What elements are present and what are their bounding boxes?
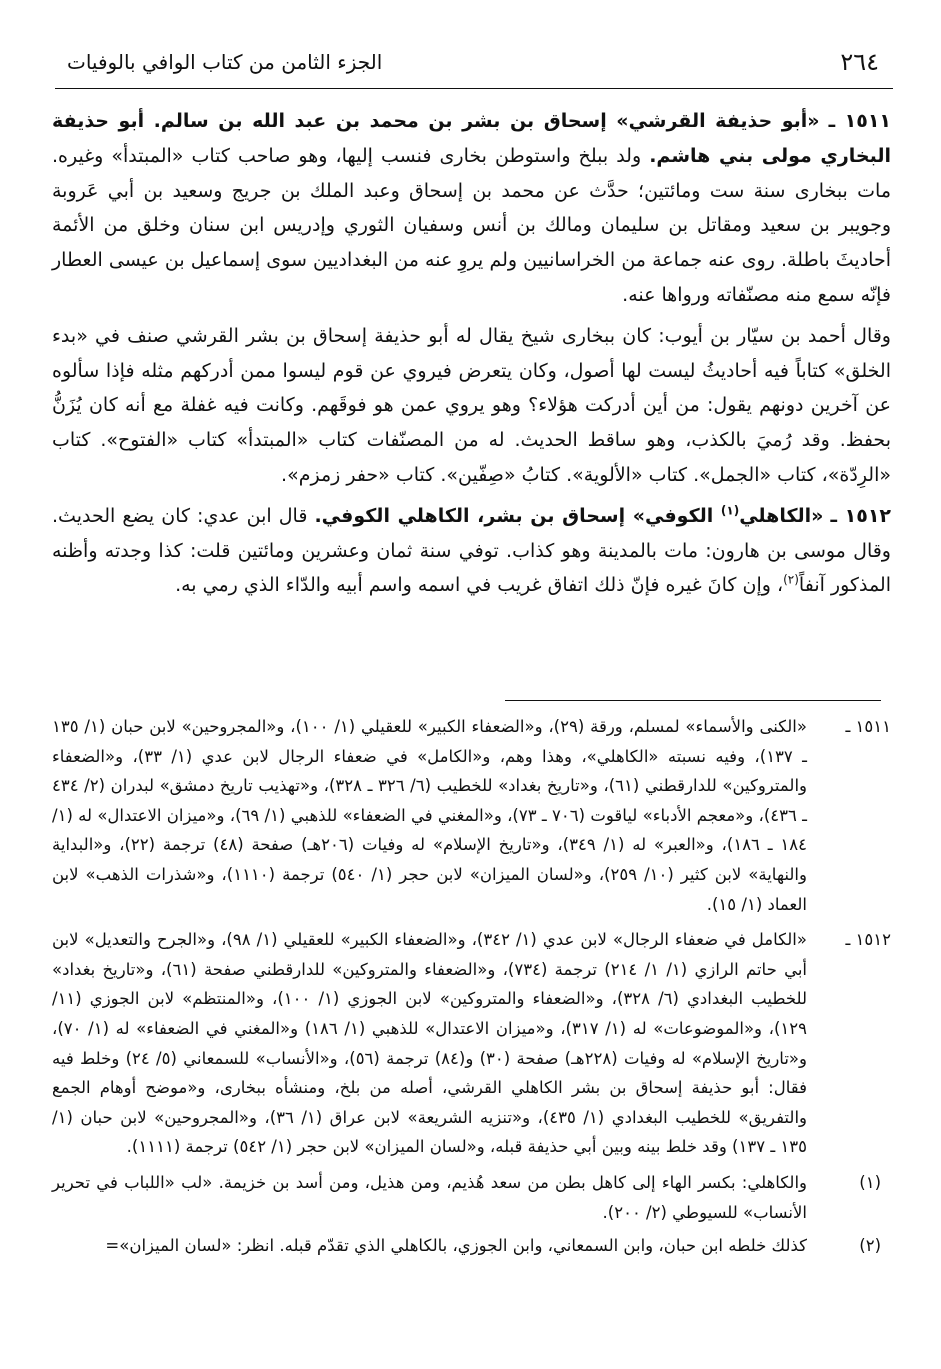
references-section (52, 712, 891, 1265)
entry-heading-cont: الكوفي» إسحاق بن بشر، الكاهلي الكوفي. (314, 504, 721, 527)
entry-body-cont: ، وإن كانَ غيره فإنّ ذلك اتفاق غريب في اسمه واسم أبيه والدّاء الذي رمي به. (175, 574, 784, 597)
entry-body: وقال أحمد بن سيّار بن أيوب: كان ببخارى شيخ يقال له أبو حذيفة إسحاق بن بشر القرشي صنف في «بدء الخلق» كتاباً فيه أحاديثُ ليست لها أصول، وكان يتعرض فيروي عن قوم ليسوا ممن أدركهم مثله فإذا سألوه عن آخرين دونهم يقول: من أين أدركت هؤلاء؟ وهو يروي عمن هو فوقَهم. وكانت فيه غفلة مع أنه كان يُزَنُّ بحفظ. وقد رُميَ بالكذب، وهو ساقط الحديث. له من المصنّفات كتاب «المبتدأ» كتاب «الفتوح». كتاب «الرِدّة»، كتاب «الجمل». كتاب «الألوية». كتابُ «صِفّين». كتاب «حفر زمزم». (52, 324, 891, 486)
footnote-marker: (٢) (783, 573, 799, 588)
footnote-1 (52, 1168, 891, 1227)
entry-1511 (52, 104, 891, 313)
footnote-2 (52, 1231, 891, 1261)
entry-heading: «الكاهلي (739, 504, 824, 527)
entry-1512 (52, 499, 891, 603)
page-header (55, 38, 893, 89)
footnote-text: والكاهلي: بكسر الهاء إلى كاهل بطن من سعد هُذيم، ومن هذيل، ومن أسد بن خزيمة. «لب «اللباب في تحرير الأنساب» للسيوطي (٢/ ٢٠٠). (52, 1172, 807, 1222)
reference-note-1512 (52, 925, 891, 1162)
page-number: ٢٦٤ (840, 48, 879, 76)
footnote-text: كذلك خلطه ابن حبان، وابن السمعاني، وابن الجوزي، بالكاهلي الذي تقدّم قبله. انظر: «لسان الميزان»= (105, 1236, 807, 1256)
entry-heading: «أبو حذيفة القرشي» إسحاق بن بشر بن محمد بن عبد الله بن سالم. أبو حذيفة البخاري مولى بني هاشم. (52, 110, 891, 167)
footnote-divider (505, 700, 881, 701)
footnote-number: (١) (859, 1172, 881, 1192)
note-text: «الكنى والأسماء» لمسلم، ورقة (٢٩)، و«الضعفاء الكبير» للعقيلي (١/ ١٠٠)، و«المجروحين» لابن حبان (١/ ١٣٥ ـ ١٣٧)، وفيه نسبته «الكاهلي»، وهذا وهم، و«الكامل» في ضعفاء الرجال لابن عدي (١/ ٣٣)، و«الضعفاء والمتروكين» للدارقطني (٦١)، و«تاريخ بغداد» للخطيب (٦/ ٣٢٦ ـ ٣٢٨)، و«تهذيب تاريخ دمشق» لبدران (٢/ ٤٣٤ ـ ٤٣٦)، و«معجم الأدباء» لياقوت (٧٠٦ ـ ٧٣)، و«المغني في الضعفاء» للذهبي (١/ ٦٩)، و«ميزان الاعتدال» له (١/ ١٨٤ ـ ١٨٦)، و«العبر» له (١/ ٣٤٩)، و«تاريخ الإسلام» له وفيات (٢٠٦هـ) صفحة (٤٨) ترجمة (٢٢)، و«البداية والنهاية» لابن كثير (١٠/ ٢٥٩)، و«لسان الميزان» لابن حجر (١/ ٥٤٠) ترجمة (١١١٠)، و«شذرات الذهب» لابن العماد (١/ ١٥). (52, 717, 808, 914)
note-number: ١٥١١ ـ (845, 717, 891, 736)
entry-number: ١٥١٢ ـ (830, 504, 892, 527)
main-text (52, 104, 891, 603)
running-title: الجزء الثامن من كتاب الوافي بالوفيات (67, 50, 383, 74)
entry-body: ولد ببلخ واستوطن بخارى فنسب إليها، وهو صاحب كتاب «المبتدأ» وغيره. مات ببخارى سنة ست ومائتين؛ حدَّث عن محمد بن إسحاق وعبد الملك بن جريج وسعيد بن أبي عَروبة وجويبر بن سعيد ومقاتل بن سليمان ومالك بن أنس وسفيان الثوري وإدريس ابن سنان وخلق من الأئمة أحاديثَ باطلة. روى عنه جماعة من الخراسانيين ولم يروِ عنه من البغداديين سوى إسماعيل بن عيسى العطار فإنّه سمع منه مصنّفاته ورواها عنه. (52, 144, 891, 306)
footnote-marker: (١) (720, 503, 740, 518)
entry-number: ١٥١١ ـ (828, 110, 892, 132)
note-text: «الكامل في ضعفاء الرجال» لابن عدي (١/ ٣٤٢)، و«الضعفاء الكبير» للعقيلي (١/ ٩٨)، و«الجرح والتعديل» لابن أبي حاتم الرازي (١/ ١/ ٢١٤) ترجمة (٧٣٤)، و«الضعفاء والمتروكين» للدارقطني صفحة (٦١)، و«تاريخ بغداد» للخطيب البغدادي (٦/ ٣٢٨)، و«الضعفاء والمتروكين» لابن الجوزي (١/ ١٠٠)، و«المنتظم» لابن الجوزي (١١/ ١٢٩)، و«الموضوعات» له (١/ ٣١٧)، و«ميزان الاعتدال» للذهبي (١/ ١٨٦) و«المغني في الضعفاء» له (١/ ٧٠)، و«تاريخ الإسلام» له وفيات (٢٢٨هـ) صفحة (٣٠) و(٨٤) ترجمة (٥٦)، و«الأنساب» للسمعاني (٥/ ٢٤) وخلط فيه فقال: أبو حذيفة إسحاق بن بشر الكاهلي القرشي، أصله من بلخ، ومنشأه ببخارى، و«موضح أوهام الجمع والتفريق» للخطيب البغدادي (١/ ٤٣٥)، و«تنزيه الشريعة» لابن عراق (١/ ٣٦)، و«المجروحين» لابن حبان (١/ ١٣٥ ـ ١٣٧) وقد خلط بينه وبين أبي حذيفة قبله، و«لسان الميزان» لابن حجر (١/ ٥٤٢) ترجمة (١١١١). (52, 930, 808, 1157)
note-number: ١٥١٢ ـ (845, 930, 891, 950)
reference-note-1511 (52, 712, 891, 919)
entry-body: قال ابن عدي: كان يضع الحديث. وقال موسى بن هارون: مات بالمدينة وهو كذاب. توفي سنة ثمان وعشرين ومائتين قلت: كذا وجدته وأظنه المذكور آنفاً (52, 504, 891, 597)
footnote-number: (٢) (859, 1236, 881, 1256)
entry-1511-paragraph-2 (52, 319, 891, 493)
